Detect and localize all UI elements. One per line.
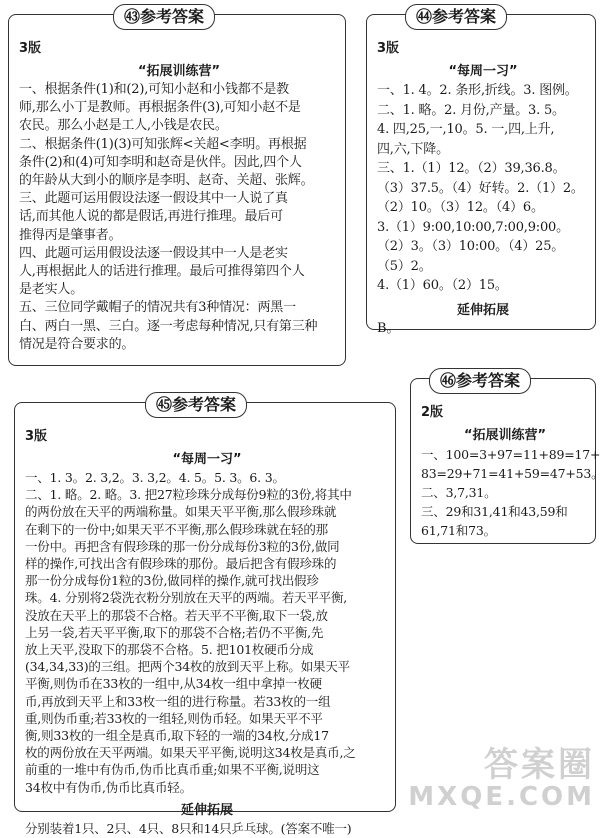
answer-line: 前重的一堆中有伪币,伪币比真币重;如果不平衡,说明这 (25, 762, 320, 778)
answer-text (377, 81, 589, 296)
answer-line: 在剩下的一份中;如果天平不平衡,那么假珍珠就在轻的那 (25, 521, 328, 537)
section-title: “拓展训练营” (137, 64, 221, 79)
answer-line: 衡,则33枚的一组全是真币,取下轻的一端的34枚,分成17 (25, 728, 329, 744)
answer-line: 珠。4. 分别将2袋洗衣粉分别放在天平的两端。若天平平衡, (25, 590, 348, 606)
answer-line: 61,71和73。 (421, 523, 496, 538)
answer-line: 白、两白一黑、三白。逐一考虑每种情况,只有第三种 (19, 318, 318, 334)
watermark-title: 答案圈 (484, 745, 595, 785)
answer-text (19, 81, 339, 354)
answer-line: 的两份放在天平的两端称量。如果天平平衡,那么假珍珠就 (25, 504, 337, 520)
extension-answer: B。 (377, 320, 400, 336)
extension-title: 延伸拓展 (456, 302, 509, 318)
answer-header-44: ㊹参考答案 (405, 4, 507, 30)
answer-line: 农民。那么小赵是工人,小钱是农民。 (19, 118, 228, 134)
answer-header-43: ㊸参考答案 (113, 4, 215, 30)
answer-line: 枚的两份放在天平两端。如果天平平衡,说明这34枚是真币,之 (25, 745, 356, 761)
answer-line: 一份中。再把含有假珍珠的那一份分成每份3粒的3份,做同 (25, 538, 340, 554)
version-label: 3版 (377, 41, 400, 56)
answer-text (421, 445, 604, 540)
answer-line: 上另一袋,若天平平衡,取下的那袋不合格;若仍不平衡,先 (25, 624, 324, 640)
watermark-domain: MXQE.COM (408, 782, 595, 812)
answer-line: 一、1. 3。2. 3,2。3. 3,2。4. 5。5. 3。6. 3。 (25, 470, 285, 485)
section-title: “拓展训练营” (463, 428, 547, 443)
answer-line: 条件(2)和(4)可知李明和赵奇是伙伴。因此,四个人 (19, 154, 302, 170)
answer-line: 放上天平,没取下的那袋不合格。5. 把101枚硬币分成 (25, 642, 314, 658)
answer-line: 样的操作,可找出含有假珍珠的那份。最后把含有假珍珠的 (25, 556, 337, 572)
answer-line: 34枚中有伪币,伪币比真币轻。 (25, 779, 192, 795)
answer-line: 三、1.（1）12。（2）39,36.8。 (377, 161, 566, 176)
answer-line: 4. 四,25,一,10。5. 一,四,上升, (377, 122, 555, 137)
answer-line: 三、29和31,41和43,59和 (421, 504, 568, 519)
answer-line: 3.（1）9:00,10:00,7:00,9:00。 (377, 219, 569, 235)
answer-line: 二、根据条件(1)(3)可知张辉<关超<李明。再根据 (19, 136, 307, 152)
answer-line: 币,再放到天平上和33枚一组的进行称量。若33枚的一组 (25, 693, 331, 709)
answer-line: 重,则伪币重;若33枚的一组轻,则伪币轻。如果天平不平 (25, 710, 323, 726)
answer-line: （2）10。（3）12。（4）6。 (377, 200, 544, 215)
answer-line: 一、1. 4。2. 条形,折线。3. 图例。 (377, 83, 578, 98)
section-title: “每周一习” (172, 452, 242, 467)
version-label: 2版 (421, 405, 444, 420)
answer-line: 五、三位同学戴帽子的情况共有3种情况：两黑一 (19, 300, 296, 316)
extension-title: 延伸拓展 (180, 802, 233, 818)
answer-line: 的年龄从大到小的顺序是李明、赵奇、关超、张辉。 (19, 173, 314, 189)
version-label: 3版 (25, 429, 48, 444)
answer-header-45: ㊺参考答案 (145, 392, 247, 418)
answer-line: 二、1. 略。2. 略。3. 把27粒珍珠分成每份9粒的3份,将其中 (25, 487, 352, 503)
answer-box-46 (410, 371, 604, 544)
answer-line: 人,再根据此人的话进行推理。最后可推得第四个人 (19, 264, 305, 280)
answer-line: 一、100=3+97=11+89=17+ (421, 447, 601, 462)
watermark-logo (408, 747, 595, 811)
answer-line: 平衡,则伪币在33枚的一组中,从34枚一组中拿掉一枚硬 (25, 676, 322, 692)
answer-line: 推得丙是肇事者。 (19, 227, 122, 243)
answer-line: （3）37.5。（4）好转。2.（1）2。 (377, 180, 584, 196)
answer-line: 一、根据条件(1)和(2),可知小赵和小钱都不是教 (19, 82, 289, 97)
section-title: “每周一习” (448, 64, 518, 79)
answer-line: 83=29+71=41+59=47+53。 (421, 466, 604, 481)
answer-line: 师,那么小丁是教师。再根据条件(3),可知小赵不是 (19, 100, 301, 116)
answer-line: （2）3。（3）10:00。（4）25。 (377, 239, 565, 254)
answer-line: 那一份分成每份1粒的3份,做同样的操作,就可找出假珍 (25, 573, 319, 589)
answer-box-45 (14, 395, 396, 836)
answer-line: 没放在天平上的那袋不合格。若天平不平衡,取下一袋,放 (25, 607, 328, 623)
answer-line: (34,34,33)的三组。把两个34枚的放到天平上称。如果天平 (25, 659, 350, 675)
answer-line: 三、此题可运用假设法逐一假设其中一人说了真 (19, 191, 288, 207)
answer-line: 二、1. 略。2. 月份,产量。3. 5。 (377, 102, 565, 118)
answer-line: 4.（1）60。（2）15。 (377, 278, 508, 293)
answer-box-44 (366, 7, 596, 336)
extension-answer: 分别装着1只、2只、4只、8只和14只乒乓球。(答案不唯一) (25, 820, 352, 836)
answer-line: 情况是符合要求的。 (19, 336, 135, 352)
answer-header-46: ㊻参考答案 (429, 368, 531, 394)
answer-line: （5）2。 (377, 258, 432, 274)
answer-line: 二、3,7,31。 (421, 485, 497, 500)
answer-text (25, 469, 389, 796)
answer-line: 四、此题可运用假设法逐一假设其中一人是老实 (19, 245, 288, 261)
answer-box-43 (8, 7, 346, 366)
answer-line: 话,而其他人说的都是假话,再进行推理。最后可 (19, 209, 283, 225)
version-label: 3版 (19, 41, 42, 56)
answer-line: 四,六,下降。 (377, 141, 449, 157)
answer-line: 是老实人。 (19, 282, 84, 298)
